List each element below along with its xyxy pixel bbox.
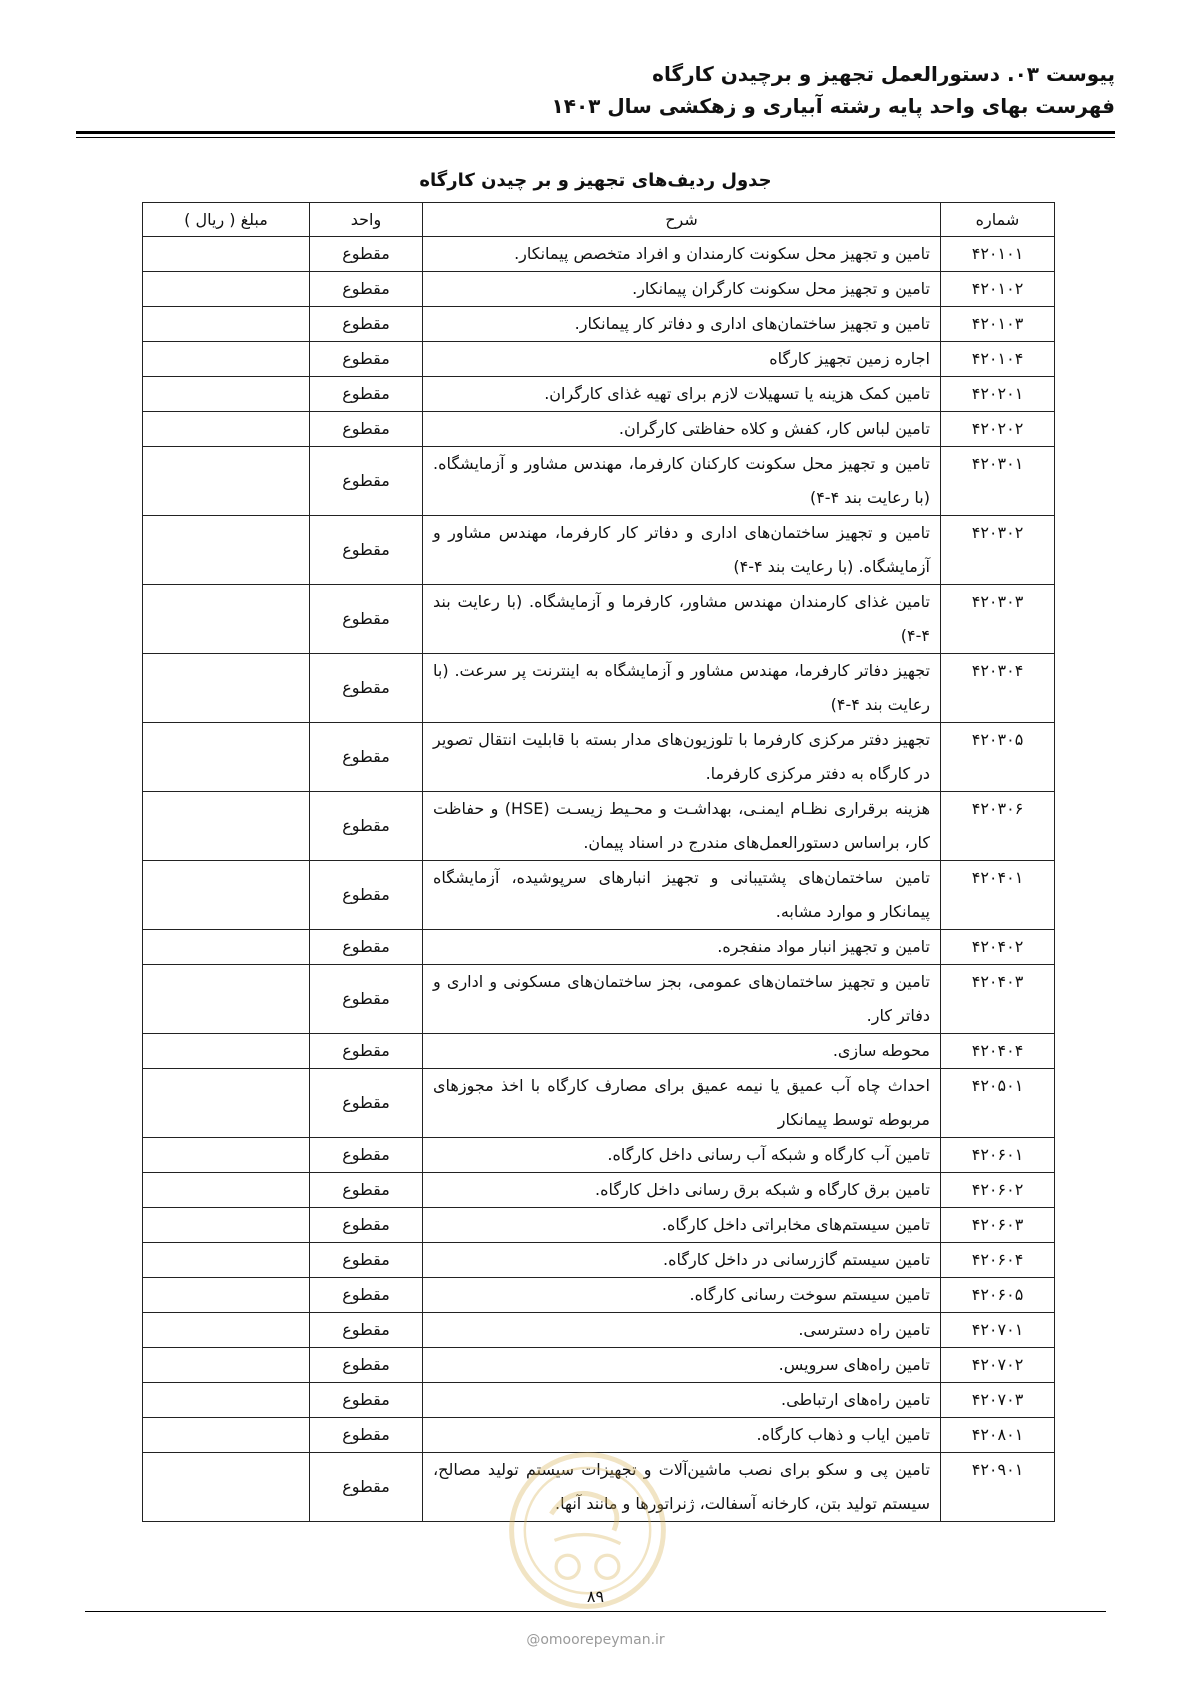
table-row	[143, 377, 1055, 412]
row-number-cell: ۴۲۰۹۰۱	[941, 1453, 1055, 1522]
row-description-cell: تامین و تجهیز انبار مواد منفجره.	[423, 930, 941, 965]
row-number-cell: ۴۲۰۳۰۵	[941, 723, 1055, 792]
row-number-cell: ۴۲۰۴۰۲	[941, 930, 1055, 965]
table-row	[143, 792, 1055, 861]
row-unit-cell: مقطوع	[310, 1313, 423, 1348]
row-unit-cell: مقطوع	[310, 1173, 423, 1208]
row-number-cell: ۴۲۰۷۰۲	[941, 1348, 1055, 1383]
row-description-cell: محوطه سازی.	[423, 1034, 941, 1069]
footer-website: @omoorepeyman.ir	[526, 1632, 665, 1648]
column-header-number: شماره	[941, 203, 1055, 237]
row-unit-cell: مقطوع	[310, 1278, 423, 1313]
row-description-cell: تامین و تجهیز ساختمان‌های عمومی، بجز ساختمان‌های مسکونی و اداری و دفاتر کار.	[423, 965, 941, 1034]
row-description-cell: تجهیز دفتر مرکزی کارفرما با تلوزیون‌های مدار بسته با قابلیت انتقال تصویر در کارگاه به دفتر مرکزی کارفرما.	[423, 723, 941, 792]
row-description-cell: تجهیز دفاتر کارفرما، مهندس مشاور و آزمایشگاه به اینترنت پر سرعت. (با رعایت بند ۴-۴)	[423, 654, 941, 723]
row-description-cell: تامین و تجهیز محل سکونت کارگران پیمانکار.	[423, 272, 941, 307]
row-unit-cell: مقطوع	[310, 1348, 423, 1383]
row-amount-cell	[143, 1313, 310, 1348]
row-unit-cell: مقطوع	[310, 1418, 423, 1453]
row-number-cell: ۴۲۰۷۰۳	[941, 1383, 1055, 1418]
row-amount-cell	[143, 1348, 310, 1383]
row-amount-cell	[143, 723, 310, 792]
row-unit-cell: مقطوع	[310, 723, 423, 792]
row-unit-cell: مقطوع	[310, 447, 423, 516]
row-number-cell: ۴۲۰۱۰۱	[941, 237, 1055, 272]
row-number-cell: ۴۲۰۴۰۳	[941, 965, 1055, 1034]
row-description-cell: تامین و تجهیز محل سکونت کارمندان و افراد متخصص پیمانکار.	[423, 237, 941, 272]
row-unit-cell: مقطوع	[310, 965, 423, 1034]
row-description-cell: تامین کمک هزینه یا تسهیلات لازم برای تهیه غذای کارگران.	[423, 377, 941, 412]
row-unit-cell: مقطوع	[310, 654, 423, 723]
row-unit-cell: مقطوع	[310, 342, 423, 377]
row-description-cell: تامین غذای کارمندان مهندس مشاور، کارفرما و آزمایشگاه. (با رعایت بند ۴-۴)	[423, 585, 941, 654]
row-amount-cell	[143, 1208, 310, 1243]
row-amount-cell	[143, 654, 310, 723]
row-number-cell: ۴۲۰۱۰۳	[941, 307, 1055, 342]
header-rule-thin	[76, 137, 1115, 138]
row-number-cell: ۴۲۰۵۰۱	[941, 1069, 1055, 1138]
table-row	[143, 1313, 1055, 1348]
row-number-cell: ۴۲۰۶۰۴	[941, 1243, 1055, 1278]
row-description-cell: تامین و تجهیز ساختمان‌های اداری و دفاتر کار پیمانکار.	[423, 307, 941, 342]
row-description-cell: احداث چاه آب عمیق یا نیمه عمیق برای مصارف کارگاه با اخذ مجوزهای مربوطه توسط پیمانکار	[423, 1069, 941, 1138]
row-number-cell: ۴۲۰۶۰۲	[941, 1173, 1055, 1208]
row-number-cell: ۴۲۰۸۰۱	[941, 1418, 1055, 1453]
row-amount-cell	[143, 861, 310, 930]
table-row	[143, 1138, 1055, 1173]
row-unit-cell: مقطوع	[310, 412, 423, 447]
row-number-cell: ۴۲۰۶۰۵	[941, 1278, 1055, 1313]
table-row	[143, 412, 1055, 447]
column-header-unit: واحد	[310, 203, 423, 237]
row-description-cell: تامین ساختمان‌های پشتیبانی و تجهیز انبارهای سرپوشیده، آزمایشگاه پیمانکار و موارد مشابه.	[423, 861, 941, 930]
row-description-cell: تامین و تجهیز محل سکونت کارکنان کارفرما، مهندس مشاور و آزمایشگاه. (با رعایت بند ۴-۴)	[423, 447, 941, 516]
row-unit-cell: مقطوع	[310, 1069, 423, 1138]
table-row	[143, 861, 1055, 930]
row-unit-cell: مقطوع	[310, 930, 423, 965]
row-amount-cell	[143, 342, 310, 377]
table-row	[143, 965, 1055, 1034]
row-number-cell: ۴۲۰۴۰۴	[941, 1034, 1055, 1069]
row-description-cell: تامین راه‌های سرویس.	[423, 1348, 941, 1383]
footer-rule	[85, 1611, 1106, 1612]
row-number-cell: ۴۲۰۱۰۴	[941, 342, 1055, 377]
appendix-title: پیوست ۰۳. دستورالعمل تجهیز و برچیدن کارگاه	[652, 62, 1115, 86]
row-number-cell: ۴۲۰۳۰۱	[941, 447, 1055, 516]
row-amount-cell	[143, 1278, 310, 1313]
row-description-cell: تامین لباس کار، کفش و کلاه حفاظتی کارگران.	[423, 412, 941, 447]
row-unit-cell: مقطوع	[310, 516, 423, 585]
row-amount-cell	[143, 237, 310, 272]
row-description-cell: تامین سیستم گازرسانی در داخل کارگاه.	[423, 1243, 941, 1278]
row-number-cell: ۴۲۰۳۰۳	[941, 585, 1055, 654]
table-row	[143, 1348, 1055, 1383]
row-number-cell: ۴۲۰۴۰۱	[941, 861, 1055, 930]
table-row	[143, 1069, 1055, 1138]
row-unit-cell: مقطوع	[310, 861, 423, 930]
row-number-cell: ۴۲۰۳۰۶	[941, 792, 1055, 861]
table-body	[143, 237, 1055, 1522]
row-amount-cell	[143, 1453, 310, 1522]
row-amount-cell	[143, 447, 310, 516]
table-row	[143, 342, 1055, 377]
row-number-cell: ۴۲۰۳۰۴	[941, 654, 1055, 723]
table-row	[143, 516, 1055, 585]
row-amount-cell	[143, 1069, 310, 1138]
row-description-cell: تامین سیستم‌های مخابراتی داخل کارگاه.	[423, 1208, 941, 1243]
row-description-cell: هزینه برقراری نظـام ایمنـی، بهداشـت و محـیط زیسـت (HSE) و حفاظت کار، براساس دستورالعمل‌های مندرج در اسناد پیمان.	[423, 792, 941, 861]
table-row	[143, 930, 1055, 965]
row-amount-cell	[143, 1034, 310, 1069]
row-amount-cell	[143, 412, 310, 447]
row-description-cell: تامین پی و سکو برای نصب ماشین‌آلات و تجهیزات سیستم تولید مصالح، سیستم تولید بتن، کارخانه آسفالت، ژنراتورها و مانند آنها.	[423, 1453, 941, 1522]
table-row	[143, 1383, 1055, 1418]
header-rule-thick	[76, 131, 1115, 134]
row-number-cell: ۴۲۰۲۰۲	[941, 412, 1055, 447]
table-row	[143, 1173, 1055, 1208]
row-amount-cell	[143, 1418, 310, 1453]
table-row	[143, 237, 1055, 272]
row-unit-cell: مقطوع	[310, 1453, 423, 1522]
row-unit-cell: مقطوع	[310, 585, 423, 654]
row-amount-cell	[143, 1383, 310, 1418]
row-number-cell: ۴۲۰۷۰۱	[941, 1313, 1055, 1348]
row-number-cell: ۴۲۰۶۰۳	[941, 1208, 1055, 1243]
row-description-cell: تامین راه‌های ارتباطی.	[423, 1383, 941, 1418]
row-description-cell: اجاره زمین تجهیز کارگاه	[423, 342, 941, 377]
row-unit-cell: مقطوع	[310, 377, 423, 412]
row-unit-cell: مقطوع	[310, 792, 423, 861]
page-number: ۸۹	[586, 1587, 605, 1606]
row-amount-cell	[143, 585, 310, 654]
row-amount-cell	[143, 1173, 310, 1208]
row-description-cell: تامین سیستم سوخت رسانی کارگاه.	[423, 1278, 941, 1313]
table-title: جدول ردیف‌های تجهیز و بر چیدن کارگاه	[419, 170, 772, 191]
row-amount-cell	[143, 1243, 310, 1278]
page-header	[76, 58, 1115, 122]
row-amount-cell	[143, 377, 310, 412]
row-amount-cell	[143, 792, 310, 861]
row-number-cell: ۴۲۰۱۰۲	[941, 272, 1055, 307]
row-unit-cell: مقطوع	[310, 1383, 423, 1418]
table-header-row	[143, 203, 1055, 237]
table-row	[143, 1208, 1055, 1243]
row-unit-cell: مقطوع	[310, 272, 423, 307]
table-row	[143, 585, 1055, 654]
row-amount-cell	[143, 930, 310, 965]
price-list-title: فهرست بهای واحد پایه رشته آبیاری و زهکشی سال ۱۴۰۳	[551, 94, 1115, 118]
table-row	[143, 1278, 1055, 1313]
row-amount-cell	[143, 1138, 310, 1173]
table-row	[143, 1034, 1055, 1069]
column-header-description: شرح	[423, 203, 941, 237]
column-header-amount: مبلغ ( ریال )	[143, 203, 310, 237]
row-description-cell: تامین راه دسترسی.	[423, 1313, 941, 1348]
table-row	[143, 654, 1055, 723]
row-number-cell: ۴۲۰۶۰۱	[941, 1138, 1055, 1173]
row-number-cell: ۴۲۰۳۰۲	[941, 516, 1055, 585]
table-row	[143, 1243, 1055, 1278]
row-description-cell: تامین ایاب و ذهاب کارگاه.	[423, 1418, 941, 1453]
row-amount-cell	[143, 965, 310, 1034]
table-row	[143, 307, 1055, 342]
row-description-cell: تامین آب کارگاه و شبکه آب رسانی داخل کارگاه.	[423, 1138, 941, 1173]
row-unit-cell: مقطوع	[310, 1243, 423, 1278]
row-unit-cell: مقطوع	[310, 307, 423, 342]
table-row	[143, 447, 1055, 516]
items-table	[142, 202, 1055, 1522]
row-number-cell: ۴۲۰۲۰۱	[941, 377, 1055, 412]
table-row	[143, 272, 1055, 307]
row-description-cell: تامین و تجهیز ساختمان‌های اداری و دفاتر کار کارفرما، مهندس مشاور و آزمایشگاه. (با رعایت بند ۴-۴)	[423, 516, 941, 585]
table-row	[143, 723, 1055, 792]
row-unit-cell: مقطوع	[310, 237, 423, 272]
row-amount-cell	[143, 272, 310, 307]
row-unit-cell: مقطوع	[310, 1138, 423, 1173]
row-amount-cell	[143, 307, 310, 342]
row-unit-cell: مقطوع	[310, 1208, 423, 1243]
row-description-cell: تامین برق کارگاه و شبکه برق رسانی داخل کارگاه.	[423, 1173, 941, 1208]
row-unit-cell: مقطوع	[310, 1034, 423, 1069]
row-amount-cell	[143, 516, 310, 585]
